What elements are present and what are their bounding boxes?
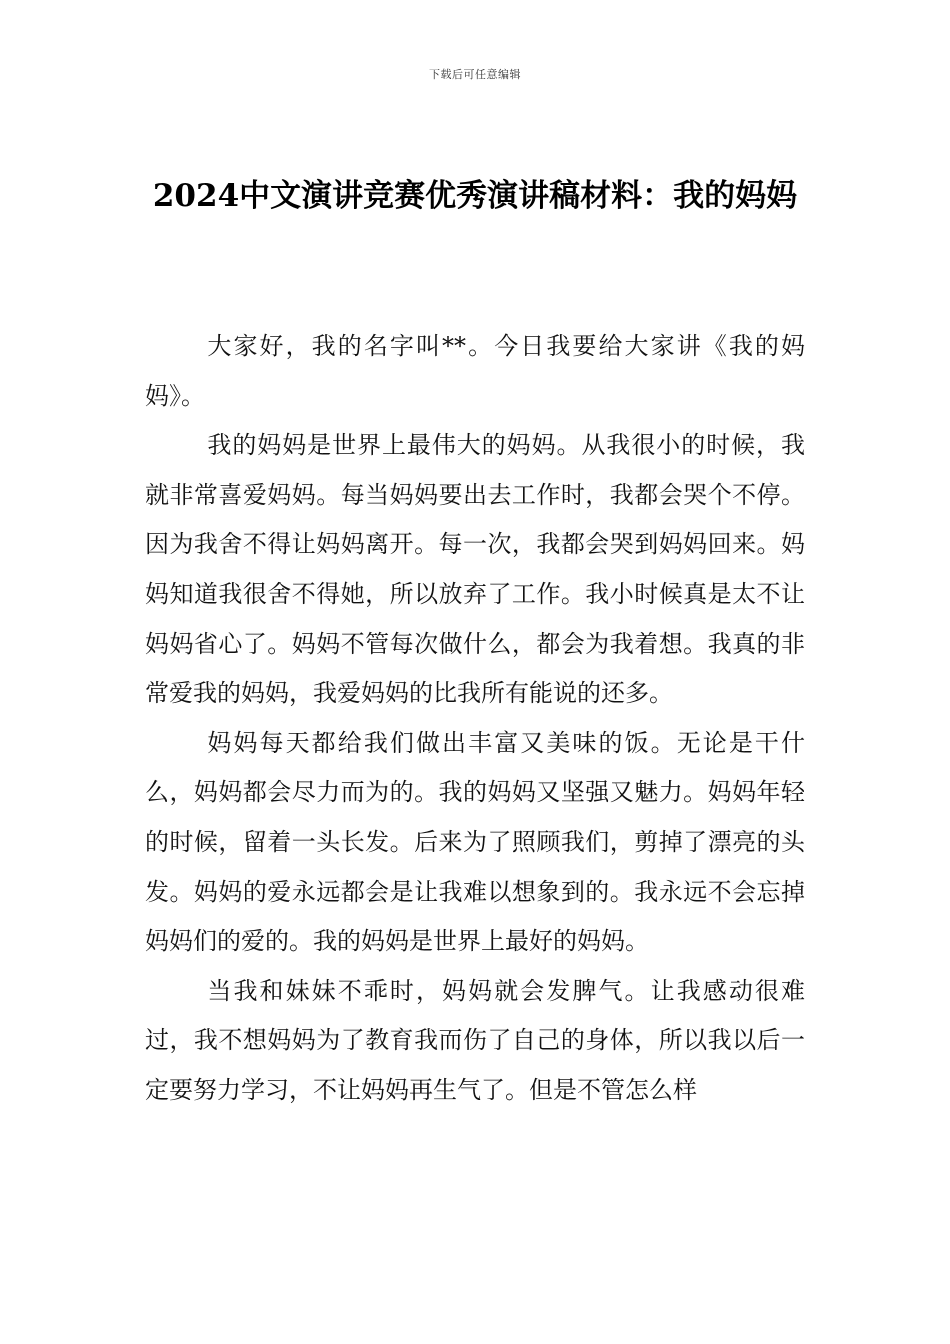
document-title: 2024中文演讲竞赛优秀演讲稿材料：我的妈妈 — [152, 178, 798, 214]
document-body — [145, 322, 805, 1116]
paragraph-mom-angry: 当我和妹妹不乖时，妈妈就会发脾气。让我感动很难过，我不想妈妈为了教育我而伤了自己的身体，所以我以后一定要努力学习，不让妈妈再生气了。但是不管怎么样 — [145, 976, 805, 1104]
paragraph-daily-meals: 妈妈每天都给我们做出丰富又美味的饭。无论是干什么，妈妈都会尽力而为的。我的妈妈又坚强又魅力。妈妈年轻的时候，留着一头长发。后来为了照顾我们，剪掉了漂亮的头发。妈妈的爱永远都会是让我难以想象到的。我永远不会忘掉妈妈们的爱的。我的妈妈是世界上最好的妈妈。 — [145, 728, 805, 956]
paragraph-greatest-mom: 我的妈妈是世界上最伟大的妈妈。从我很小的时候，我就非常喜爱妈妈。每当妈妈要出去工作时，我都会哭个不停。因为我舍不得让妈妈离开。每一次，我都会哭到妈妈回来。妈妈知道我很舍不得她，所以放弃了工作。我小时候真是太不让妈妈省心了。妈妈不管每次做什么，都会为我着想。我真的非常爱我的妈妈，我爱妈妈的比我所有能说的还多。 — [145, 431, 805, 708]
header-note: 下载后可任意编辑 — [429, 68, 521, 81]
paragraph-greeting: 大家好，我的名字叫**。今日我要给大家讲《我的妈妈》。 — [145, 332, 805, 410]
